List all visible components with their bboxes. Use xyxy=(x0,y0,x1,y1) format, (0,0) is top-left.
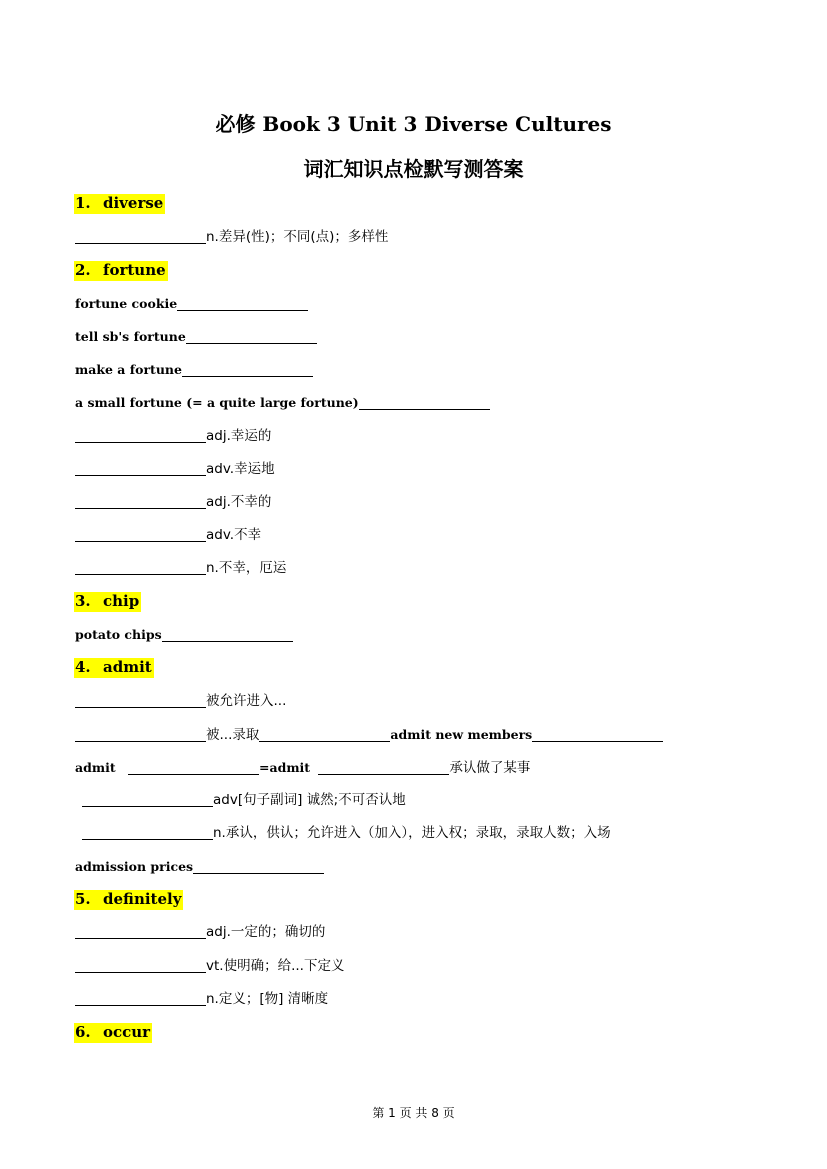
section-heading-definitely: 5. definitely xyxy=(75,890,182,908)
entry-row: adj.一定的；确切的 xyxy=(75,923,325,942)
answer-blank[interactable] xyxy=(75,494,206,509)
answer-blank[interactable] xyxy=(177,296,308,311)
entry-row: adj.不幸的 xyxy=(75,493,271,512)
answer-blank[interactable] xyxy=(75,991,206,1006)
answer-blank[interactable] xyxy=(259,727,390,742)
entry-row: n.承认，供认；允许进入（加入），进入权；录取，录取人数；入场 xyxy=(82,824,611,843)
entry-row: make a fortune xyxy=(75,361,313,380)
document-title: 必修 Book 3 Unit 3 Diverse Cultures xyxy=(215,112,612,136)
entry-row: a small fortune (= a quite large fortune) xyxy=(75,394,490,413)
entry-row: admission prices xyxy=(75,858,324,877)
answer-blank[interactable] xyxy=(75,924,206,939)
entry-row: adv.幸运地 xyxy=(75,460,275,479)
answer-blank[interactable] xyxy=(162,627,293,642)
answer-blank[interactable] xyxy=(75,560,206,575)
answer-blank[interactable] xyxy=(182,362,313,377)
entry-row: n.差异(性)；不同(点)；多样性 xyxy=(75,228,388,247)
section-heading-chip: 3. chip xyxy=(75,592,140,610)
answer-blank[interactable] xyxy=(186,329,317,344)
document-subtitle: 词汇知识点检默写测答案 xyxy=(303,157,524,181)
entry-row: adv[句子副词] 诚然;不可否认地 xyxy=(82,791,406,810)
answer-blank[interactable] xyxy=(75,428,206,443)
section-heading-fortune: 2. fortune xyxy=(75,261,166,279)
entry-row: n.定义；[物] 清晰度 xyxy=(75,990,328,1009)
section-heading-diverse: 1. diverse xyxy=(75,194,164,212)
answer-blank[interactable] xyxy=(75,461,206,476)
answer-blank[interactable] xyxy=(75,958,206,973)
entry-row: 被...录取 admit new members xyxy=(75,726,663,745)
entry-row: 被允许进入... xyxy=(75,692,286,711)
answer-blank[interactable] xyxy=(75,229,206,244)
entry-row: adv.不幸 xyxy=(75,526,261,545)
entry-row: adj.幸运的 xyxy=(75,427,271,446)
entry-row: vt.使明确；给...下定义 xyxy=(75,957,344,976)
page-footer: 第 1 页 共 8 页 xyxy=(372,1106,455,1120)
section-heading-admit: 4. admit xyxy=(75,658,152,676)
section-heading-occur: 6. occur xyxy=(75,1023,151,1041)
answer-blank[interactable] xyxy=(82,825,213,840)
answer-blank[interactable] xyxy=(193,859,324,874)
entry-row: potato chips xyxy=(75,626,293,645)
answer-blank[interactable] xyxy=(75,527,206,542)
entry-row: fortune cookie xyxy=(75,295,308,314)
answer-blank[interactable] xyxy=(359,395,490,410)
answer-blank[interactable] xyxy=(318,760,449,775)
answer-blank[interactable] xyxy=(75,727,206,742)
entry-row: tell sb's fortune xyxy=(75,328,317,347)
answer-blank[interactable] xyxy=(128,760,259,775)
answer-blank[interactable] xyxy=(82,792,213,807)
entry-row: admit =admit 承认做了某事 xyxy=(75,760,531,776)
answer-blank[interactable] xyxy=(75,693,206,708)
answer-blank[interactable] xyxy=(532,727,663,742)
entry-row: n.不幸，厄运 xyxy=(75,559,286,578)
